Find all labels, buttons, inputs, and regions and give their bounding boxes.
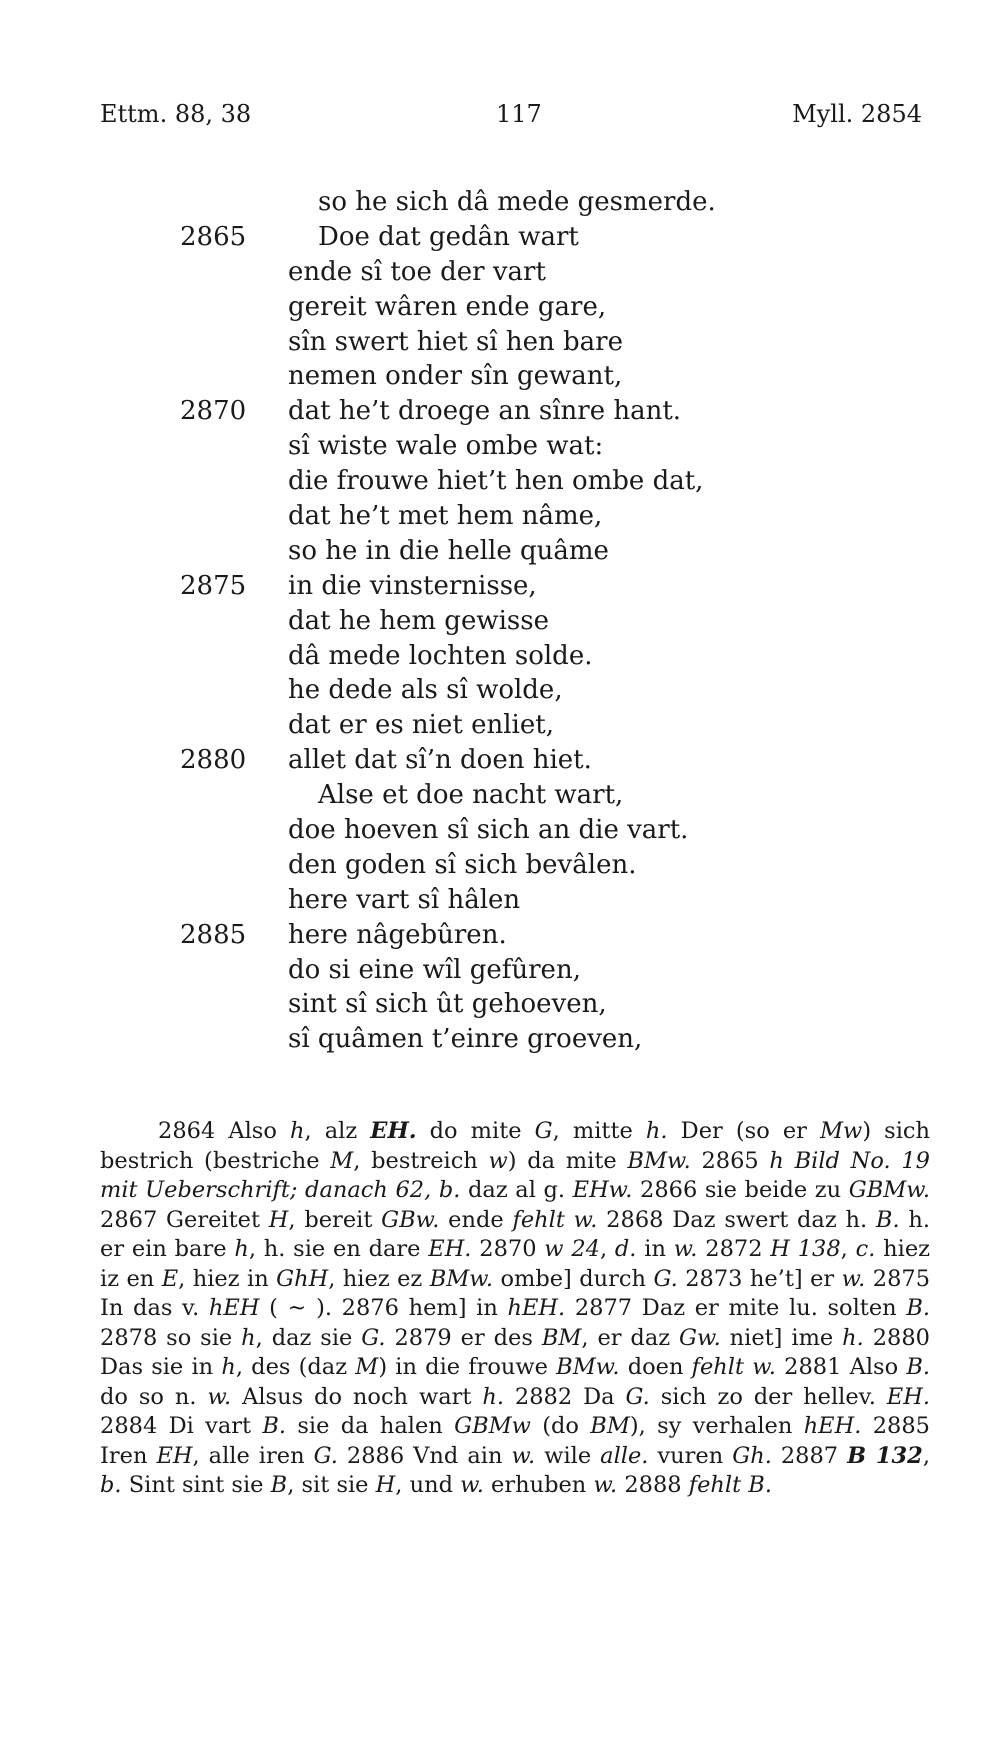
note-text: ( ~ ). 2876 hem] in [259, 1295, 508, 1321]
note-text: 2866 sie beide zu [632, 1177, 849, 1203]
verse-text-line: ende sî toe der vart [288, 256, 546, 287]
verse-text-line: sî wiste wale ombe wat: [288, 431, 604, 462]
note-siglum: w. [207, 1383, 232, 1410]
line-number: 2880 [180, 745, 247, 776]
note-siglum: G. [361, 1324, 386, 1351]
note-text: 2865 [690, 1147, 770, 1174]
verse-line [0, 918, 1000, 953]
verse-line [0, 464, 1000, 499]
note-siglum: BMw. [556, 1354, 620, 1380]
note-siglum: B. [906, 1354, 931, 1380]
note-siglum: w 24 [544, 1236, 600, 1262]
note-text: , daz sie [255, 1324, 362, 1351]
note-text: 2868 Daz swert daz h. [597, 1206, 876, 1233]
note-siglum: h [234, 1236, 249, 1262]
verse-text-line: doe hoeven sî sich an die vart. [288, 815, 689, 846]
verse-line [0, 325, 1000, 360]
note-text: 2867 Gereitet [100, 1206, 269, 1233]
verse-text-line: sî quâmen t’einre groeven, [288, 1024, 643, 1055]
verse-line [0, 429, 1000, 464]
note-text [431, 1177, 439, 1203]
note-text: do so n. [100, 1383, 208, 1410]
note-siglum: GBMw. [848, 1177, 931, 1203]
note-text: 2879 er des [385, 1324, 542, 1351]
note-siglum: fehlt B. [688, 1472, 772, 1498]
note-text: vuren [648, 1442, 733, 1469]
verse-line [0, 778, 1000, 813]
note-text: h. er ein bare [100, 1206, 931, 1262]
verse-line [0, 848, 1000, 883]
verse-line [0, 359, 1000, 394]
note-siglum: h. [482, 1383, 504, 1410]
note-text: , [599, 1236, 615, 1262]
note-siglum: EH. [428, 1236, 472, 1262]
verse-text-line: den goden sî sich bevâlen. [288, 849, 637, 880]
note-siglum: fehlt w. [691, 1354, 776, 1380]
verse-text-line: nemen onder sîn gewant, [288, 361, 623, 392]
note-text: 2872 [697, 1236, 771, 1262]
note-siglum: d. [614, 1236, 637, 1262]
page-number: 117 [496, 100, 542, 128]
verse-line [0, 673, 1000, 708]
verse-text-line: Doe dat gedân wart [318, 221, 579, 252]
note-siglum: G [534, 1118, 553, 1144]
verse-text-line: Alse et doe nacht wart, [318, 780, 624, 811]
note-text: 2886 Vnd ain [337, 1442, 512, 1469]
note-siglum: M [355, 1354, 379, 1380]
note-text: 2888 [617, 1472, 689, 1498]
verse-text-line: sint sî sich ût gehoeven, [288, 989, 607, 1020]
note-text: , mitte [552, 1118, 646, 1144]
note-text: , hiez ez [328, 1265, 430, 1292]
verse-text-line: dâ mede lochten solde. [288, 640, 593, 671]
note-text: , h. sie en dare [248, 1236, 429, 1262]
note-siglum: EHw. [572, 1177, 633, 1203]
note-text: , des (daz [235, 1354, 356, 1380]
verse-text-line: allet dat sî’n doen hiet. [288, 745, 592, 776]
verse-text-line: in die vinsternisse, [288, 570, 537, 601]
note-text: Alsus do noch wart [231, 1383, 483, 1410]
note-text: ombe] durch [493, 1265, 654, 1292]
verse-line [0, 290, 1000, 325]
note-text: 2878 so sie [100, 1324, 242, 1351]
note-text: , [922, 1442, 930, 1469]
note-text: 2880 Das sie in [100, 1324, 930, 1380]
note-text: (do [530, 1413, 591, 1439]
verse-text-line: dat he’t met hem nâme, [288, 501, 603, 532]
note-text: 2882 Da [504, 1383, 626, 1410]
verse-line [0, 185, 1000, 220]
verse-text-line: die frouwe hiet’t hen ombe dat, [288, 466, 704, 497]
note-text: 2877 Daz er mite lu. solten [565, 1295, 907, 1321]
note-text: ende [439, 1206, 513, 1233]
note-text: 2875 In das v. [100, 1265, 931, 1321]
note-siglum: H [375, 1472, 396, 1498]
note-text: wile [535, 1442, 601, 1469]
verse-line [0, 220, 1000, 255]
note-text: 2864 Also [158, 1118, 290, 1144]
note-text: sie da halen [286, 1413, 455, 1439]
note-text: , bereit [288, 1206, 382, 1233]
page-header [0, 100, 1000, 140]
note-siglum: B. [262, 1413, 287, 1439]
verse-text-line: sîn swert hiet sî hen bare [288, 326, 623, 357]
verse-line [0, 534, 1000, 569]
note-text: , [840, 1236, 856, 1262]
note-siglum: Gw. [679, 1324, 721, 1351]
note-siglum: GhH [276, 1265, 329, 1292]
note-text: , er daz [581, 1324, 680, 1351]
note-siglum: h [221, 1354, 236, 1380]
note-siglum: EH [156, 1442, 193, 1469]
verse-line [0, 883, 1000, 918]
verse-text-line: here vart sî hâlen [288, 884, 521, 915]
verse-text-line: dat he’t droege an sînre hant. [288, 396, 682, 427]
verse-line [0, 255, 1000, 290]
note-siglum: B. [875, 1206, 900, 1233]
footnotes [100, 1117, 930, 1501]
note-siglum: w [488, 1147, 508, 1174]
note-text: 2881 Also [775, 1354, 907, 1380]
note-text: , bestreich [353, 1147, 489, 1174]
note-siglum: BMw. [429, 1265, 494, 1292]
verse-text-line: dat he hem gewisse [288, 605, 549, 636]
note-siglum: GBw. [381, 1206, 440, 1233]
note-siglum: hEH [208, 1295, 260, 1321]
note-siglum: H 138 [770, 1236, 841, 1262]
verse-text-line: so he in die helle quâme [288, 535, 609, 566]
note-text: do mite [416, 1118, 535, 1144]
note-siglum: hEH. [507, 1295, 566, 1321]
verse-line [0, 499, 1000, 534]
note-text: 2873 he’t] er [677, 1265, 842, 1292]
note-siglum: b. [100, 1472, 122, 1498]
note-siglum: w. [841, 1265, 866, 1292]
note-text: 2884 Di vart [100, 1413, 263, 1439]
note-siglum: H [268, 1206, 289, 1233]
running-head-left: Ettm. 88, 38 [100, 100, 252, 128]
note-text: hiez iz en [100, 1236, 930, 1292]
verse-line [0, 639, 1000, 674]
note-text: 2885 Iren [100, 1413, 930, 1469]
note-siglum: G. [625, 1383, 650, 1410]
line-number: 2875 [180, 570, 247, 601]
note-siglum: c. [855, 1236, 876, 1262]
note-siglum: b. [438, 1177, 461, 1203]
note-text: ) da mite [507, 1147, 628, 1174]
note-siglum: alle. [600, 1442, 649, 1469]
note-text: Sint sint sie [121, 1472, 271, 1498]
note-siglum: EH. [886, 1383, 930, 1410]
note-siglum: M [330, 1147, 354, 1174]
note-siglum: E [161, 1265, 179, 1292]
note-text: ), sy verhalen [629, 1413, 804, 1439]
verse-line [0, 394, 1000, 429]
critical-apparatus [100, 1117, 930, 1501]
note-siglum: fehlt w. [512, 1206, 598, 1233]
note-text: sich zo der hellev. [649, 1383, 887, 1410]
note-text: , alz [304, 1118, 371, 1144]
line-number: 2885 [180, 919, 247, 950]
verse-text-line: he dede als sî wolde, [288, 675, 563, 706]
note-siglum: hEH. [803, 1413, 862, 1439]
note-text: , sit sie [287, 1472, 376, 1498]
note-text: daz al g. [460, 1177, 573, 1203]
note-text: Der (so er [667, 1118, 820, 1144]
note-siglum: h [289, 1118, 305, 1144]
note-siglum: h. [842, 1324, 864, 1351]
line-number: 2865 [180, 221, 247, 252]
running-head-right: Myll. 2854 [792, 100, 922, 128]
note-text: niet] ime [720, 1324, 843, 1351]
verse-text [0, 185, 1000, 1057]
note-siglum: B 132 [847, 1442, 923, 1469]
verse-line [0, 604, 1000, 639]
note-text: ) in die frouwe [378, 1354, 557, 1380]
note-siglum: BMw. [627, 1147, 691, 1174]
note-siglum: w. [673, 1236, 698, 1262]
verse-text-line: here nâgebûren. [288, 919, 507, 950]
note-siglum: h Bild No. 19 mit Ueberschrift; danach 62, [100, 1147, 930, 1203]
note-siglum: B [270, 1472, 288, 1498]
verse-line [0, 987, 1000, 1022]
verse-text-line: do si eine wîl gefûren, [288, 954, 581, 985]
note-siglum: BM [541, 1324, 582, 1351]
note-text: , hiez in [178, 1265, 277, 1292]
note-siglum: G. [313, 1442, 338, 1469]
note-siglum: G. [653, 1265, 678, 1292]
note-text: ) sich bestrich (bestriche [100, 1118, 931, 1174]
note-siglum: Gh. [732, 1442, 772, 1469]
note-text: 2870 [471, 1236, 545, 1262]
note-siglum: GBMw [454, 1413, 531, 1439]
verse-text-line: dat er es niet enliet, [288, 710, 554, 741]
note-text: erhuben [483, 1472, 594, 1498]
verse-line [0, 1022, 1000, 1057]
note-siglum: w. [460, 1472, 484, 1498]
note-siglum: EH. [370, 1118, 417, 1144]
note-siglum: w. [511, 1442, 536, 1469]
note-siglum: h. [645, 1118, 668, 1144]
verse-text-line: gereit wâren ende gare, [288, 291, 607, 322]
note-siglum: BM [590, 1413, 630, 1439]
note-siglum: w. [593, 1472, 618, 1498]
verse-line [0, 813, 1000, 848]
note-text: doen [619, 1354, 692, 1380]
verse-line [0, 743, 1000, 778]
note-text: , alle iren [192, 1442, 314, 1469]
verse-line [0, 953, 1000, 988]
verse-text-line: so he sich dâ mede gesmerde. [318, 187, 716, 217]
note-siglum: h [241, 1324, 256, 1351]
verse-line [0, 569, 1000, 604]
note-text: , und [395, 1472, 461, 1498]
note-text: in [636, 1236, 674, 1262]
note-text: 2887 [771, 1442, 848, 1469]
line-number: 2870 [180, 396, 247, 427]
note-siglum: Mw [820, 1118, 863, 1144]
note-siglum: B. [906, 1295, 930, 1321]
verse-line [0, 708, 1000, 743]
